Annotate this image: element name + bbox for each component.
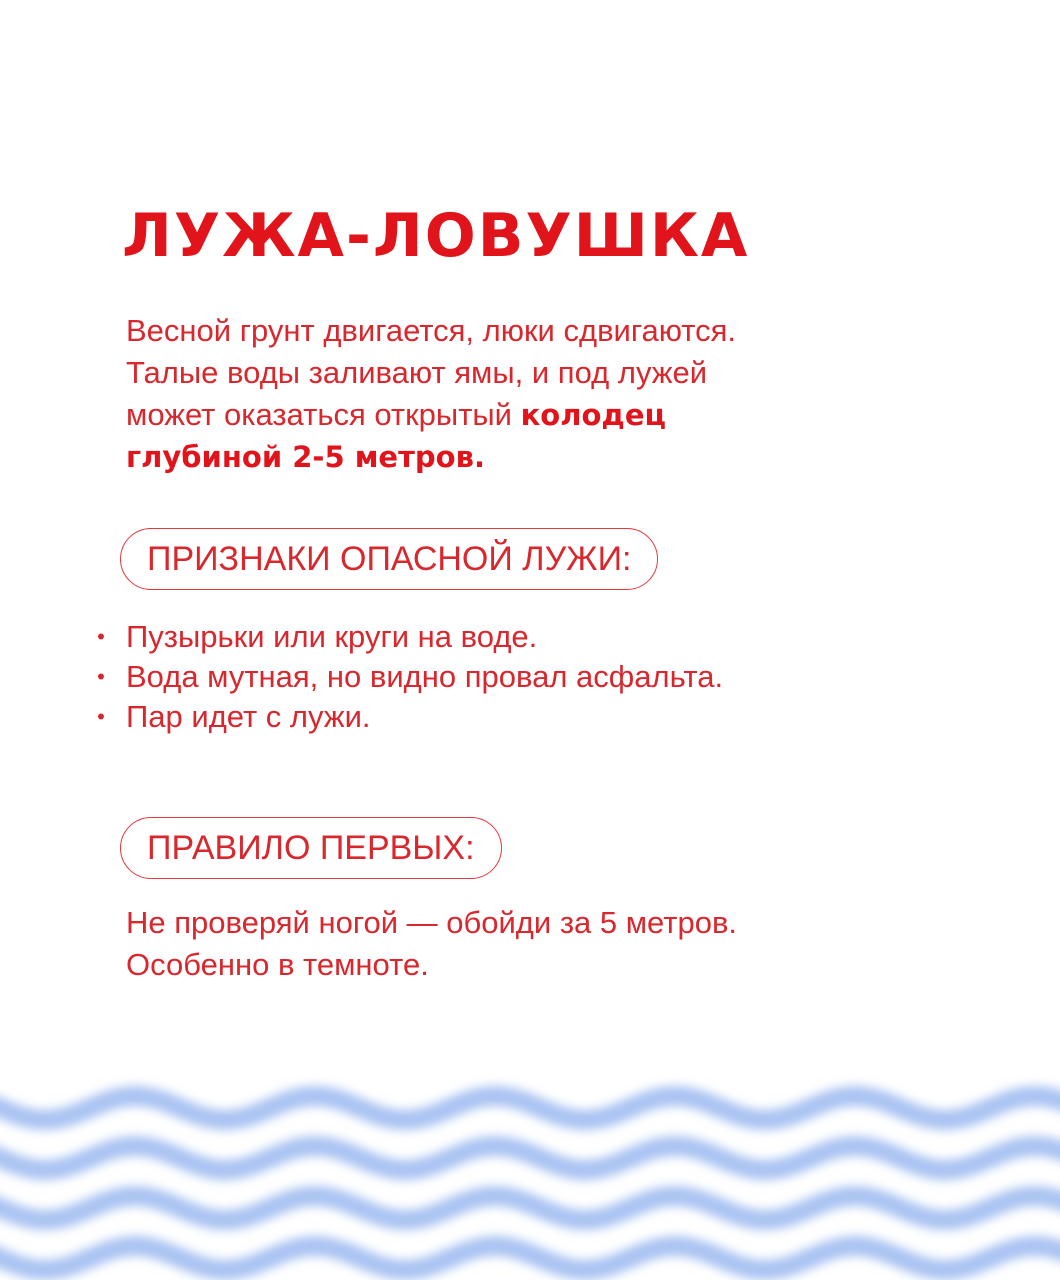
rule-line-1: Не проверяй ногой — обойди за 5 метров. [126, 905, 738, 940]
list-item-text: Пузырьки или круги на воде. [126, 619, 538, 654]
list-item [96, 617, 723, 657]
signs-heading: ПРИЗНАКИ ОПАСНОЙ ЛУЖИ: [147, 539, 632, 578]
bullet-icon: • [97, 664, 105, 689]
intro-line-2: Талые воды заливают ямы, и под лужей [126, 355, 708, 390]
signs-list [96, 617, 723, 737]
list-item [96, 697, 723, 737]
intro-line-1: Весной грунт двигается, люки сдвигаются. [126, 313, 737, 348]
bullet-icon: • [97, 624, 105, 649]
water-waves-icon [0, 1060, 1060, 1280]
list-item-text: Вода мутная, но видно провал асфальта. [126, 659, 724, 694]
rule-line-2: Особенно в темноте. [126, 947, 429, 982]
bullet-icon: • [97, 704, 105, 729]
intro-paragraph [126, 310, 846, 478]
rule-heading: ПРАВИЛО ПЕРВЫХ: [147, 828, 475, 867]
wave-line [0, 1096, 1060, 1120]
rule-heading-pill [120, 817, 502, 879]
list-item [96, 657, 723, 697]
wave-line [0, 1246, 1060, 1270]
wave-line [0, 1196, 1060, 1220]
signs-heading-pill [120, 528, 658, 590]
page-title: ЛУЖА-ЛОВУШКА [122, 201, 750, 271]
rule-paragraph [126, 902, 886, 986]
intro-line-3: может оказаться открытый [126, 397, 521, 432]
intro-emphasis-2: глубиной 2-5 метров. [126, 440, 485, 474]
intro-emphasis-1: колодец [520, 398, 666, 432]
wave-line [0, 1146, 1060, 1170]
list-item-text: Пар идет с лужи. [126, 699, 371, 734]
